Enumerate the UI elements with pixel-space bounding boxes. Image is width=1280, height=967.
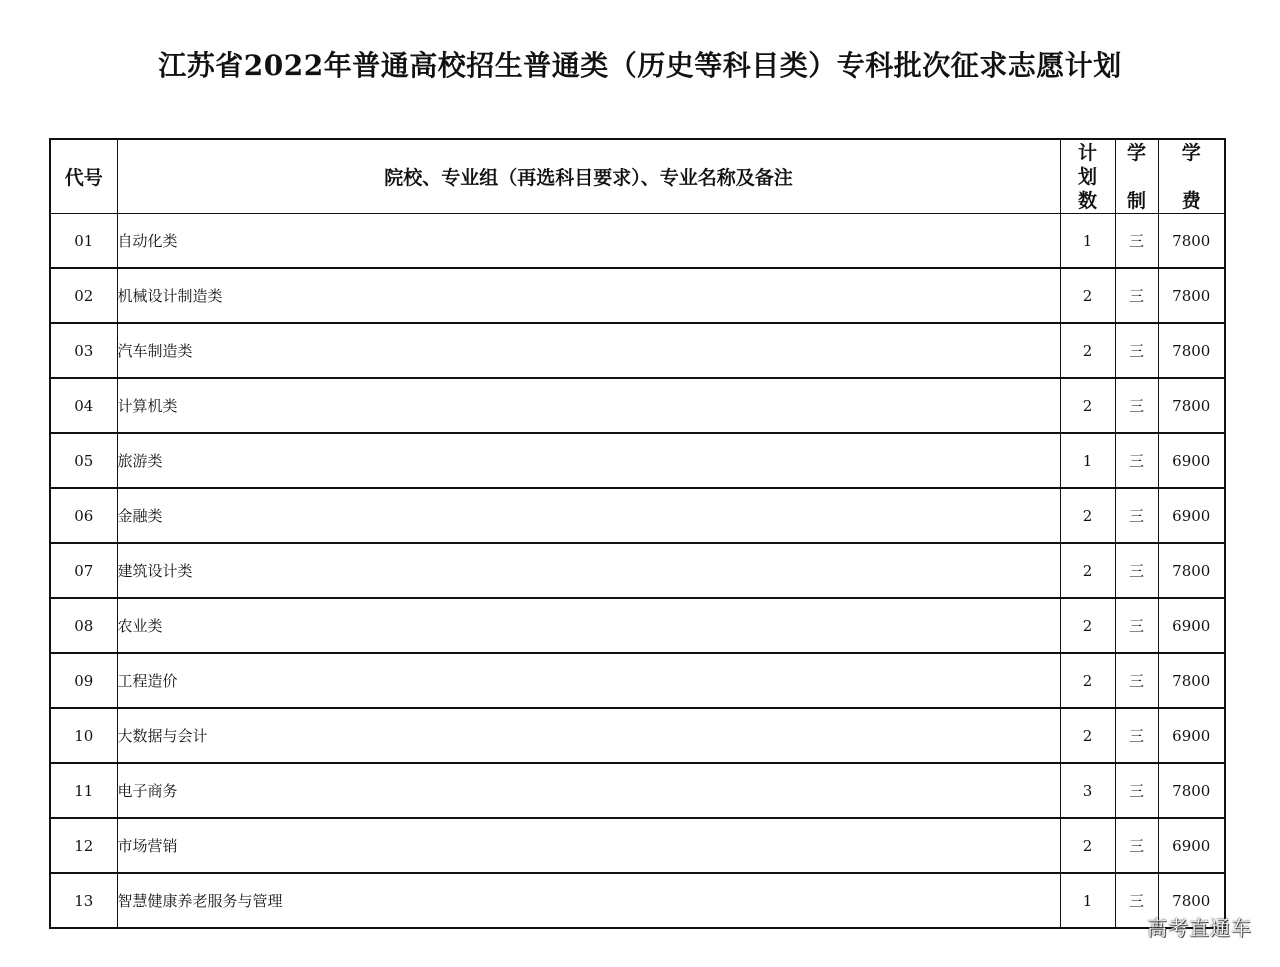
cell-plan-count: 2 (1060, 268, 1115, 323)
cell-fee: 6900 (1158, 708, 1225, 763)
table-row (50, 653, 1225, 708)
cell-duration: 三 (1115, 653, 1158, 708)
header-plan-count-char: 划 (1077, 165, 1097, 188)
cell-major-name: 金融类 (117, 488, 1060, 543)
cell-major-name: 机械设计制造类 (117, 268, 1060, 323)
header-fee-char: 费 (1181, 189, 1201, 212)
cell-plan-count: 2 (1060, 488, 1115, 543)
cell-duration: 三 (1115, 543, 1158, 598)
plan-table (49, 138, 1226, 929)
cell-major-name: 汽车制造类 (117, 323, 1060, 378)
cell-code: 01 (50, 214, 117, 269)
table-row (50, 543, 1225, 598)
cell-fee: 7800 (1158, 378, 1225, 433)
cell-plan-count: 1 (1060, 873, 1115, 928)
cell-fee: 6900 (1158, 488, 1225, 543)
cell-major-name: 市场营销 (117, 818, 1060, 873)
table-row (50, 763, 1225, 818)
cell-duration: 三 (1115, 763, 1158, 818)
cell-code: 04 (50, 378, 117, 433)
cell-fee: 7800 (1158, 214, 1225, 269)
cell-duration: 三 (1115, 214, 1158, 269)
cell-major-name: 智慧健康养老服务与管理 (117, 873, 1060, 928)
cell-fee: 7800 (1158, 873, 1225, 928)
cell-code: 08 (50, 598, 117, 653)
cell-code: 07 (50, 543, 117, 598)
table-header-row (50, 139, 1225, 214)
header-name: 院校、专业组（再选科目要求）、专业名称及备注 (117, 139, 1060, 214)
cell-major-name: 旅游类 (117, 433, 1060, 488)
cell-duration: 三 (1115, 873, 1158, 928)
cell-code: 09 (50, 653, 117, 708)
page-title: 江苏省2022年普通高校招生普通类（历史等科目类）专科批次征求志愿计划 (158, 49, 1122, 82)
cell-plan-count: 2 (1060, 708, 1115, 763)
cell-duration: 三 (1115, 268, 1158, 323)
table-row (50, 598, 1225, 653)
table-row (50, 873, 1225, 928)
cell-plan-count: 3 (1060, 763, 1115, 818)
header-duration-char: 学 (1126, 141, 1146, 164)
table-row (50, 323, 1225, 378)
cell-code: 06 (50, 488, 117, 543)
header-plan-count-char: 计 (1077, 141, 1097, 164)
cell-plan-count: 2 (1060, 543, 1115, 598)
table-row (50, 488, 1225, 543)
cell-code: 10 (50, 708, 117, 763)
cell-plan-count: 2 (1060, 378, 1115, 433)
cell-plan-count: 2 (1060, 818, 1115, 873)
header-duration-char: 制 (1126, 189, 1146, 212)
cell-code: 05 (50, 433, 117, 488)
cell-major-name: 计算机类 (117, 378, 1060, 433)
cell-fee: 7800 (1158, 763, 1225, 818)
header-fee (1158, 139, 1225, 214)
cell-plan-count: 2 (1060, 653, 1115, 708)
table-row (50, 433, 1225, 488)
cell-plan-count: 1 (1060, 433, 1115, 488)
cell-code: 11 (50, 763, 117, 818)
header-code: 代号 (50, 139, 117, 214)
header-plan-count-char: 数 (1077, 189, 1097, 212)
watermark: 高考直通车 (1147, 916, 1252, 940)
cell-major-name: 农业类 (117, 598, 1060, 653)
cell-duration: 三 (1115, 433, 1158, 488)
table-body (50, 214, 1225, 929)
cell-plan-count: 1 (1060, 214, 1115, 269)
header-plan-count (1060, 139, 1115, 214)
cell-plan-count: 2 (1060, 598, 1115, 653)
table-row (50, 708, 1225, 763)
cell-code: 03 (50, 323, 117, 378)
cell-major-name: 电子商务 (117, 763, 1060, 818)
cell-duration: 三 (1115, 598, 1158, 653)
cell-fee: 7800 (1158, 543, 1225, 598)
cell-fee: 7800 (1158, 323, 1225, 378)
cell-major-name: 大数据与会计 (117, 708, 1060, 763)
cell-fee: 7800 (1158, 653, 1225, 708)
header-duration (1115, 139, 1158, 214)
cell-duration: 三 (1115, 818, 1158, 873)
header-fee-char: 学 (1181, 141, 1201, 164)
table-row (50, 818, 1225, 873)
cell-fee: 6900 (1158, 818, 1225, 873)
cell-fee: 7800 (1158, 268, 1225, 323)
cell-major-name: 自动化类 (117, 214, 1060, 269)
cell-fee: 6900 (1158, 433, 1225, 488)
cell-code: 12 (50, 818, 117, 873)
cell-duration: 三 (1115, 488, 1158, 543)
table-row (50, 268, 1225, 323)
cell-major-name: 工程造价 (117, 653, 1060, 708)
cell-code: 02 (50, 268, 117, 323)
table-row (50, 378, 1225, 433)
cell-plan-count: 2 (1060, 323, 1115, 378)
cell-duration: 三 (1115, 708, 1158, 763)
cell-duration: 三 (1115, 323, 1158, 378)
cell-duration: 三 (1115, 378, 1158, 433)
cell-major-name: 建筑设计类 (117, 543, 1060, 598)
cell-code: 13 (50, 873, 117, 928)
table-row (50, 214, 1225, 269)
cell-fee: 6900 (1158, 598, 1225, 653)
